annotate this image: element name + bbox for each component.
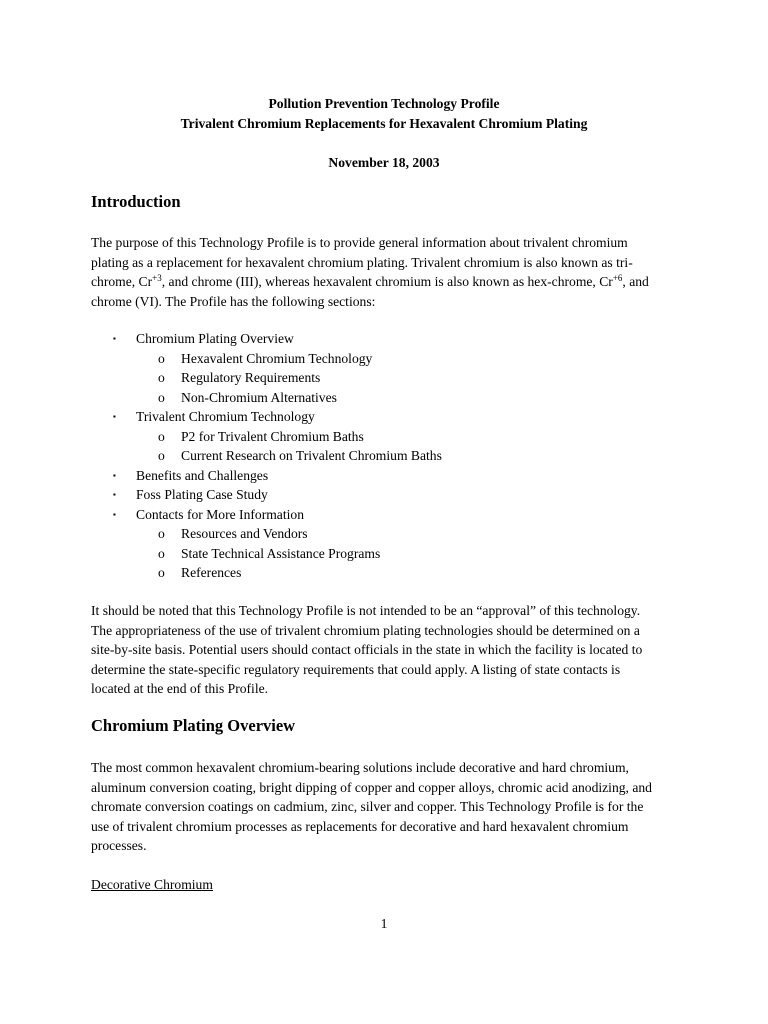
overview-paragraph-1	[91, 758, 691, 856]
sub-list-item	[91, 388, 691, 408]
text-line: The appropriateness of the use of trivalent chromium plating technologies should be determined on a	[91, 622, 640, 638]
list-item	[91, 505, 691, 525]
document-date: November 18, 2003	[328, 155, 440, 170]
superscript: +3	[152, 273, 162, 283]
text-line: chrome (VI). The Profile has the following sections:	[91, 293, 376, 309]
text-line: The most common hexavalent chromium-bearing solutions include decorative and hard chromium,	[91, 760, 629, 775]
list-item-label: Chromium Plating Overview	[136, 331, 294, 346]
sub-list-item	[91, 524, 691, 544]
circle-bullet-icon: o	[158, 428, 165, 444]
list-item	[91, 466, 691, 486]
title-block	[0, 94, 768, 133]
sub-list-item	[91, 368, 691, 388]
section-list	[91, 329, 691, 583]
circle-bullet-icon: o	[158, 448, 165, 463]
subheading-decorative-chromium: Decorative Chromium	[91, 877, 213, 892]
document-title: Pollution Prevention Technology Profile	[268, 96, 500, 111]
text-line: processes.	[91, 838, 147, 853]
sub-list-item	[91, 446, 691, 466]
text-line: use of trivalent chromium processes as replacements for decorative and hard hexavalent chromium	[91, 818, 629, 834]
heading-chromium-plating-overview: Chromium Plating Overview	[91, 716, 296, 735]
text-span: , and chrome (III), whereas hexavalent chromium is also known as hex-chrome, Cr	[161, 274, 613, 289]
text-line: plating as a replacement for hexavalent chromium plating. Trivalent chromium is also known as tri-	[91, 254, 633, 270]
text-line: determine the state-specific regulatory requirements that could apply. A listing of state contacts is	[91, 661, 621, 677]
text-line	[91, 272, 691, 292]
text-line: chromate conversion coatings on cadmium, zinc, silver and copper. This Technology Profile is for the	[91, 799, 644, 814]
circle-bullet-icon: o	[158, 526, 165, 541]
text-line: The purpose of this Technology Profile is to provide general information about trivalent chromium	[91, 235, 628, 250]
list-item-label: Foss Plating Case Study	[136, 487, 268, 502]
list-item-label: Trivalent Chromium Technology	[136, 409, 315, 424]
intro-paragraph-1	[91, 233, 691, 311]
sub-list-item-label: P2 for Trivalent Chromium Baths	[181, 428, 364, 444]
sub-list-item	[91, 563, 691, 583]
sub-list-item	[91, 427, 691, 447]
circle-bullet-icon: o	[158, 350, 165, 366]
text-line: It should be noted that this Technology Profile is not intended to be an “approval” of this technology.	[91, 603, 641, 618]
text-line: aluminum conversion coating, bright dipping of copper and copper alloys, chromic acid anodizing, and	[91, 779, 652, 795]
list-item	[91, 485, 691, 505]
list-item	[91, 407, 691, 427]
square-bullet-icon: ▪	[113, 412, 116, 421]
sub-list-item	[91, 544, 691, 564]
intro-paragraph-2	[91, 601, 691, 699]
superscript: +6	[612, 273, 623, 283]
square-bullet-icon: ▪	[113, 509, 116, 519]
document-subtitle: Trivalent Chromium Replacements for Hexavalent Chromium Plating	[180, 115, 588, 131]
heading-introduction: Introduction	[91, 192, 181, 211]
sub-list-item-label: References	[181, 565, 242, 580]
square-bullet-icon: ▪	[113, 334, 116, 343]
text-line: located at the end of this Profile.	[91, 681, 269, 696]
list-item	[91, 329, 691, 349]
page-number: 1	[380, 916, 388, 931]
sub-list-item-label: Regulatory Requirements	[181, 370, 321, 385]
square-bullet-icon: ▪	[113, 490, 116, 499]
circle-bullet-icon: o	[158, 370, 165, 385]
sub-list-item-label: Current Research on Trivalent Chromium Baths	[181, 448, 442, 463]
sub-list-item-label: State Technical Assistance Programs	[181, 545, 381, 561]
sub-list-item-label: Resources and Vendors	[181, 526, 308, 541]
sub-list-item-label: Non-Chromium Alternatives	[181, 389, 337, 405]
text-span: chrome, Cr	[91, 274, 153, 289]
text-span: , and	[622, 274, 649, 289]
circle-bullet-icon: o	[158, 565, 165, 580]
list-item-label: Benefits and Challenges	[136, 467, 269, 483]
sub-list-item-label: Hexavalent Chromium Technology	[181, 350, 373, 366]
square-bullet-icon: ▪	[113, 470, 116, 480]
text-line: site-by-site basis. Potential users should contact officials in the state in which the facility is located to	[91, 642, 643, 657]
circle-bullet-icon: o	[158, 545, 165, 561]
sub-list-item	[91, 349, 691, 369]
circle-bullet-icon: o	[158, 389, 165, 405]
list-item-label: Contacts for More Information	[136, 506, 304, 522]
